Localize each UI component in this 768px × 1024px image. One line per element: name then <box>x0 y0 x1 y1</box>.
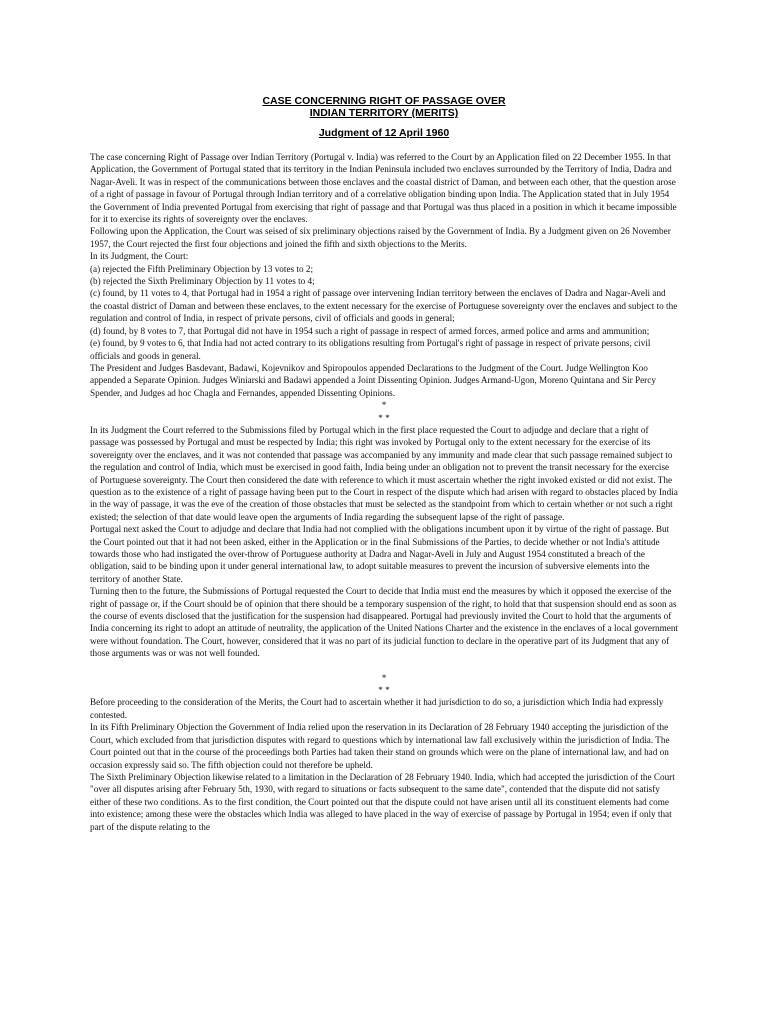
paragraph-future: Turning then to the future, the Submissions of Portugal requested the Court to decide that India must end the measures by which it opposed the exercise of the right of passage or, if the Court should be of opinion that there should be a temporary suspension of the right, to hold that that suspension should end as soon as the course of events disclosed that the justification for the suspension had disappeared. Portugal had previously invited the Court to hold that the arguments of India concerning its right to adopt an attitude of neutrality, the application of the United Nations Charter and the existence in the enclaves of a local government were without foundation. The Court, however, considered that it was no part of its judicial function to declare in the operative part of its Judgment that any of those arguments was or was not well founded. <box>90 586 678 659</box>
document-body <box>90 151 678 833</box>
paragraph-fifth-objection: In its Fifth Preliminary Objection the Government of India relied upon the reservation in its Declaration of 28 February 1940 accepting the jurisdiction of the Court, which excluded from that jurisdiction disputes with regard to questions which by international law fall exclusively within the jurisdiction of India. The Court pointed out that in the course of the proceedings both Parties had taken their stand on grounds which were on the plane of international law, and had on occasion expressly said so. The fifth objection could not therefore be upheld. <box>90 722 670 770</box>
paragraph-sixth-objection: The Sixth Preliminary Objection likewise related to a limitation in the Declaration of 28 February 1940. India, which had accepted the jurisdiction of the Court "over all disputes arising after February 5th, 1930, with regard to situations or facts subsequent to the same date", contended that the dispute did not satisfy either of these two conditions. As to the first condition, the Court pointed out that the dispute could not have arisen until all its constituent elements had come into existence; among these were the obstacles which India was alleged to have placed in the way of exercise of passage by Portugal in 1954; even if only that part of the dispute relating to the <box>90 771 675 832</box>
separator-stars-2: * * <box>378 685 390 696</box>
paragraph-submissions: In its Judgment the Court referred to the Submissions filed by Portugal which in the first place requested the Court to adjudge and declare that a right of passage was possessed by Portugal and must be respected by India; this right was invoked by Portugal only to the extent necessary for the exercise of its sovereignty over the enclaves, and it was not contended that passage was accompanied by any immunity and made clear that such passage remained subject to the regulation and control of India, which must be exercised in good faith, India being under an obligation not to prevent the transit necessary for the exercise of Portuguese sovereignty. The Court then considered the date with reference to which it must ascertain whether the right invoked existed or did not exist. The question as to the existence of a right of passage having been put to the Court in respect of the dispute which had arisen with regard to obstacles placed by India in the way of passage, it was the eve of the creation of those obstacles that must be selected as the standpoint from which to certain whether or not such a right existed; the selection of that date would leave open the arguments of India regarding the subsequent lapse of the right of passage. <box>90 424 678 522</box>
paragraph-finding-e: (e) found, by 9 votes to 6, that India had not acted contrary to its obligations resulting from Portugal's right of passage in respect of private persons, civil officials and goods in general. <box>90 338 651 361</box>
paragraph-preliminary: Following upon the Application, the Court was seised of six preliminary objections raised by the Government of India. By a Judgment given on 26 November 1957, the Court rejected the first four objections and joined the fifth and sixth objections to the Merits. <box>90 226 671 249</box>
paragraph-obligations: Portugal next asked the Court to adjudge and declare that India had not complied with the obligations incumbent upon it by virtue of the right of passage. But the Court pointed out that it had not been asked, either in the Application or in the final Submissions of the Parties, to decide whether or not India's attitude towards those who had instigated the over-throw of Portuguese authority at Dadra and Nagar-Aveli in July and August 1954 constituted a breach of the obligation, said to be binding upon it under general international law, to adopt suitable measures to prevent the incursion of subversive elements into the territory of another State. <box>90 524 670 584</box>
paragraph-jurisdiction: Before proceeding to the consideration of the Merits, the Court had to ascertain whether it had jurisdiction to do so, a jurisdiction which India had expressly contested. <box>90 697 664 720</box>
paragraph-judgment-lead: In its Judgment, the Court: <box>90 251 189 262</box>
case-title-line-1: CASE CONCERNING RIGHT OF PASSAGE OVER <box>262 95 506 107</box>
paragraph-finding-a: (a) rejected the Fifth Preliminary Objection by 13 votes to 2; <box>90 263 313 274</box>
judgment-date: Judgment of 12 April 1960 <box>318 127 450 139</box>
paragraph-finding-c: (c) found, by 11 votes to 4, that Portugal had in 1954 a right of passage over intervening Indian territory between the enclaves of Dadra and Nagar-Aveli and the coastal district of Daman and between these enclaves, to the extent necessary for the exercise of Portuguese sovereignty over the enclaves and subject to the regulation and control of India, in respect of private persons, civil of officials and goods in general; <box>90 288 678 324</box>
paragraph-opinions: The President and Judges Basdevant, Badawi, Kojevnikov and Spiropoulos appended Declarations to the Judgment of the Court. Judge Wellington Koo appended a Separate Opinion. Judges Winiarski and Badawi appended a Joint Dissenting Opinion. Judges Armand-Ugon, Moreno Quintana and Sir Percy Spender, and Judges ad hoc Chagla and Fernandes, appended Dissenting Opinions. <box>90 362 656 398</box>
paragraph-finding-b: (b) rejected the Sixth Preliminary Objection by 11 votes to 4; <box>90 276 315 287</box>
separator-star-2: * <box>381 672 387 683</box>
paragraph-finding-d: (d) found, by 8 votes to 7, that Portugal did not have in 1954 such a right of passage in respect of armed forces, armed police and arms and ammunition; <box>90 325 650 336</box>
case-title-line-2: INDIAN TERRITORY (MERITS) <box>309 107 459 119</box>
separator-star: * <box>381 400 387 411</box>
separator-stars: * * <box>378 412 390 423</box>
paragraph-intro: The case concerning Right of Passage over Indian Territory (Portugal v. India) was referred to the Court by an Application filed on 22 December 1955. In that Application, the Government of Portugal stated that its territory in the Indian Peninsula included two enclaves surrounded by the Territory of India, Dadra and Nagar-Aveli. It was in respect of the communications between those enclaves and the coastal district of Daman, and between each other, that the question arose of a right of passage in favour of Portugal through Indian territory and of a correlative obligation binding upon India. The Application stated that in July 1954 the Government of India prevented Portugal from exercising that right of passage and that Portugal was thus placed in a position in which it became impossible for it to exercise its rights of sovereignty over the enclaves. <box>90 152 677 225</box>
